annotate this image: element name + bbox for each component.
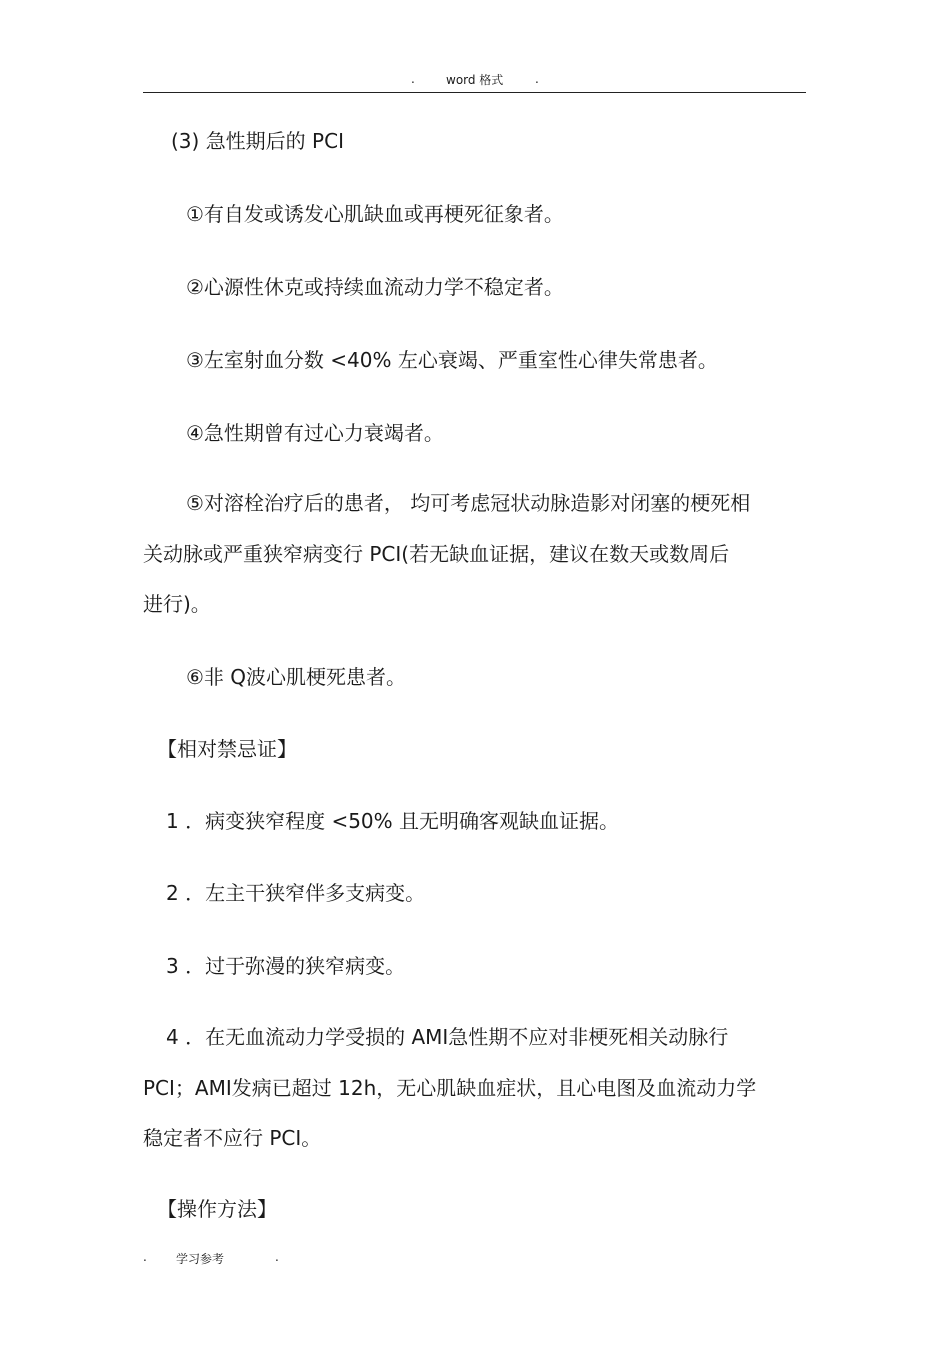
method-heading: 【操作方法】 [157, 1197, 277, 1221]
indication-item-5-line-1: ⑤对溶栓治疗后的患者， 均可考虑冠状动脉造影对闭塞的梗死相 [186, 491, 751, 515]
footer-dot-left: . [143, 1250, 147, 1264]
footer-label: 学习参考 [176, 1252, 225, 1266]
contraindication-heading: 【相对禁忌证】 [157, 737, 297, 761]
indication-item-3: ③左室射血分数 <40% 左心衰竭、严重室性心律失常患者。 [186, 348, 718, 372]
indication-item-2: ②心源性休克或持续血流动力学不稳定者。 [186, 275, 564, 299]
contraindication-item-3: 3 ．过于弥漫的狭窄病变。 [166, 954, 406, 978]
header-dot-right: . [535, 72, 539, 86]
section-heading: (3) 急性期后的 PCI [171, 129, 344, 153]
contraindication-item-4-line-1: 4 ．在无血流动力学受损的 AMI急性期不应对非梗死相关动脉行 [166, 1025, 729, 1049]
contraindication-item-4-line-2: PCI；AMI发病已超过 12h，无心肌缺血症状，且心电图及血流动力学 [143, 1076, 757, 1100]
indication-item-5-line-2: 关动脉或严重狭窄病变行 PCI(若无缺血证据，建议在数天或数周后 [143, 542, 730, 566]
indication-item-5-line-3: 进行)。 [143, 592, 211, 616]
contraindication-item-2: 2 ．左主干狭窄伴多支病变。 [166, 881, 426, 905]
indication-item-4: ④急性期曾有过心力衰竭者。 [186, 421, 444, 445]
indication-item-1: ①有自发或诱发心肌缺血或再梗死征象者。 [186, 202, 564, 226]
indication-item-6: ⑥非 Q波心肌梗死患者。 [186, 665, 407, 689]
header-title: word 格式 [446, 73, 504, 87]
header-dot-left: . [411, 72, 415, 86]
contraindication-item-1: 1 ．病变狭窄程度 <50% 且无明确客观缺血证据。 [166, 809, 620, 833]
page-header [143, 70, 806, 93]
footer-dot-right: . [275, 1250, 279, 1264]
contraindication-item-4-line-3: 稳定者不应行 PCI。 [143, 1126, 322, 1150]
